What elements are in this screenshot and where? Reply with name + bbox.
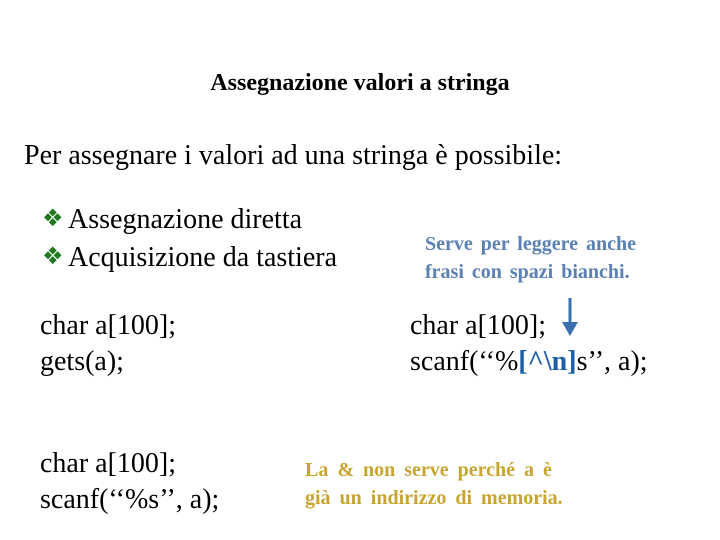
code-line: char a[100]; (40, 310, 177, 341)
down-arrow-icon (560, 296, 580, 338)
code-line: scanf(‘‘%s’’, a); (40, 484, 220, 515)
bullet-label: Acquisizione da tastiera (68, 242, 338, 273)
code-line: char a[100]; (40, 448, 177, 479)
bullet-item-assegnazione-diretta (42, 200, 337, 238)
note-scanf-address (305, 456, 563, 512)
code-line: char a[100]; (410, 310, 547, 341)
note-gets-spaces (425, 230, 636, 286)
code-line-scanf-set (410, 344, 648, 380)
bullet-label: Assegnazione diretta (68, 204, 303, 235)
code-line: gets(a); (40, 346, 124, 377)
note-line: frasi con spazi bianchi. (425, 261, 630, 283)
code-fragment: scanf(‘‘% (410, 346, 519, 377)
code-block-gets (40, 308, 176, 380)
code-block-scanf-set (410, 308, 648, 380)
note-line: La & non serve perché a è (305, 459, 552, 481)
code-block-scanf-s (40, 446, 219, 518)
intro-text: Per assegnare i valori ad una stringa è possibile: (24, 140, 563, 171)
slide-title: Assegnazione valori a stringa (210, 70, 510, 96)
diamond-bullet-icon: ❖ (42, 204, 64, 232)
scanset-highlight: [^\n] (518, 346, 577, 377)
diamond-bullet-icon: ❖ (42, 242, 64, 270)
note-line: Serve per leggere anche (425, 233, 636, 255)
bullet-list (42, 200, 337, 276)
code-fragment: s’’, a); (576, 346, 648, 377)
note-line: già un indirizzo di memoria. (305, 487, 563, 509)
bullet-item-acquisizione-tastiera (42, 238, 337, 276)
